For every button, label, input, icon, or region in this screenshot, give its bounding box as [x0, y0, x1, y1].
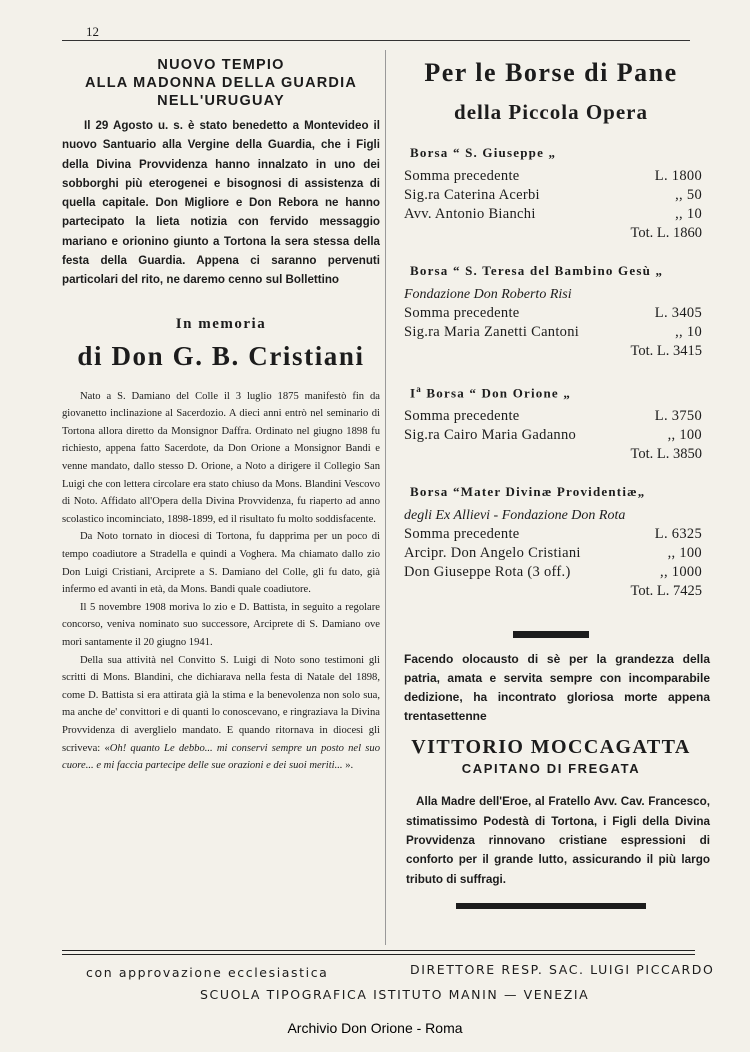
memorial-quote: Oh! quanto Le debbo... mi conservi sempre un posto nel suo cuore... e mi faccia partecipe delle sue orazioni e dei suoi meriti... — [62, 742, 380, 772]
donation-amount: L. 1800 — [654, 168, 702, 184]
memorial-paragraph-text: Della sua attività nel Convitto S. Luigi di Noto sono testimoni gli scritti di Mons. Blandini, che dichiarava nella festa di Natale del 1898, come D. Battista si era attirata già la stima e la benevolenza non solo sua, ma anche de' convittori e di quanti lo conoscevano, e ringraziava la Divina Provvidenza di averglielo mandato. E quando ritornava in diocesi gli scriveva: « — [62, 654, 380, 754]
footer-rule — [62, 950, 695, 951]
ecclesiastical-approval: con approvazione ecclesiastica — [86, 965, 329, 980]
right-column — [392, 56, 710, 909]
borsa-heading-text: Borsa “ Don Orione „ — [426, 385, 572, 401]
title-line: ALLA MADONNA DELLA GUARDIA — [84, 75, 358, 91]
title-line: NUOVO TEMPIO — [157, 57, 285, 73]
donation-amount: L. 6325 — [654, 526, 702, 543]
donation-amount: L. 3405 — [654, 305, 702, 321]
director-credit: DIRETTORE RESP. SAC. LUIGI PICCARDO — [410, 962, 715, 977]
memorial-text — [62, 388, 380, 775]
donor-name: Somma precedente — [404, 305, 520, 321]
borsa-heading: Borsa “Mater Divinæ Providentiæ„ — [410, 484, 646, 500]
printer-credit: SCUOLA TIPOGRAFICA ISTITUTO MANIN — VENEZIA — [200, 987, 590, 1002]
donation-row — [404, 407, 710, 426]
borsa-intro: Fondazione Don Roberto Risi — [404, 287, 572, 302]
borsa-ordinal-sup: a — [416, 384, 422, 394]
memorial-quote-end: ». — [342, 760, 354, 772]
archive-label: Archivio Don Orione - Roma — [287, 1020, 463, 1036]
title-line: NELL'URUGUAY — [157, 93, 285, 109]
borsa-total: Tot. L. 7425 — [630, 583, 702, 600]
top-rule — [62, 40, 690, 41]
article-body: Il 29 Agosto u. s. è stato benedetto a Montevideo il nuovo Santuario alla Vergine della Guardia, che i Figli della Divina Provvidenza hanno innalzato in uno dei sobborghi più eterogenei e bisognosi di assistenza di quella capitale. Don Migliore e Don Rebora ne hanno partecipato la lieta notizia con fervido messaggio mariano e orionino giunto a Tortona la sera stessa della festa della Guardia. Appena ci saranno pervenuti particolari del rito, ne daremo cenno sul Bollettino — [62, 119, 380, 287]
donor-name: Sig.ra Maria Zanetti Cantoni — [404, 324, 580, 340]
donation-amount: ,, 100 — [667, 427, 702, 444]
donor-name: Somma precedente — [404, 526, 520, 543]
borsa-heading: Borsa “ S. Giuseppe „ — [410, 145, 557, 160]
borse-title: Per le Borse di Pane — [424, 58, 678, 87]
borsa-section — [392, 379, 710, 464]
donation-amount: ,, 50 — [675, 187, 702, 203]
memorial-paragraph-last — [62, 652, 380, 775]
donor-name: Don Giuseppe Rota (3 off.) — [404, 564, 571, 581]
donation-amount: ,, 10 — [675, 324, 702, 340]
hero-name: VITTORIO MOCCAGATTA — [411, 736, 691, 759]
memorial-notice-intro: Facendo olocausto di sè per la grandezza della patria, amata e servita sempre con incomparabile dedizione, ha incontrato gloriosa morte appena trentasettenne — [404, 652, 710, 724]
borsa-section — [392, 482, 710, 601]
donation-row — [404, 426, 710, 445]
donation-row — [404, 186, 710, 205]
donor-name: Somma precedente — [404, 168, 520, 184]
donor-name: Somma precedente — [404, 408, 520, 425]
donation-amount: ,, 10 — [675, 206, 702, 222]
donation-row — [404, 205, 710, 224]
donation-row — [404, 563, 710, 582]
borse-subtitle: della Piccola Opera — [454, 100, 648, 124]
donation-amount: ,, 1000 — [660, 564, 702, 581]
donation-row — [404, 544, 710, 563]
borsa-intro: degli Ex Allievi - Fondazione Don Rota — [404, 508, 626, 524]
borsa-section — [392, 143, 710, 243]
borsa-total: Tot. L. 1860 — [630, 225, 702, 241]
memorial-subtitle: In memoria — [175, 315, 267, 332]
borsa-ordinal: I — [410, 385, 417, 401]
borsa-total: Tot. L. 3415 — [630, 343, 702, 359]
memorial-title: di Don G. B. Cristiani — [77, 340, 365, 371]
borsa-section — [392, 261, 710, 361]
hero-rank: CAPITANO DI FREGATA — [461, 761, 641, 777]
separator-bar — [513, 631, 589, 638]
donor-name: Arcipr. Don Angelo Cristiani — [404, 545, 581, 562]
page-number: 12 — [86, 24, 99, 39]
condolence-text: Alla Madre dell'Eroe, al Fratello Avv. Cav. Francesco, stimatissimo Podestà di Tortona, i Figli della Divina Provvidenza rinnovano cristiane espressioni di conforto per il grande lutto, assicurando il più largo tributo di suffragi. — [406, 795, 710, 886]
article-title — [62, 56, 380, 110]
borsa-heading — [410, 379, 710, 403]
borsa-heading: Borsa “ S. Teresa del Bambino Gesù „ — [410, 263, 664, 278]
left-column — [62, 56, 380, 775]
memorial-paragraph: Da Noto tornato in diocesi di Tortona, fu dapprima per un poco di tempo coadiutore a Stradella e quindi a Voghera. Ma chiamato dallo zio Don Luigi Cristiani, Arciprete a S. Damiano del Colle, gli fu dato, già infermo ed avanti in età, da Mons. Bandi quale coadiutore. — [62, 531, 380, 596]
borsa-total: Tot. L. 3850 — [630, 446, 702, 463]
donor-name: Sig.ra Caterina Acerbi — [404, 187, 540, 203]
donation-row — [404, 167, 710, 186]
donor-name: Avv. Antonio Bianchi — [404, 206, 536, 222]
memorial-paragraph: Nato a S. Damiano del Colle il 3 luglio 1875 manifestò fin da giovanetto inclinazione al Sacerdozio. A dieci anni entrò nel seminario di Tortona allora diretto da Monsignor Daffra. Ordinato nel giugno 1898 fu richiesto, appena fatto Sacerdote, da Don Orione a Monsignor Bandi e venne mandato, dallo stesso D. Orione, a Noto a dirigere il Collegio San Luigi che con lettera circolare era stato chiuso da Mons. Blandini Vescovo di Noto. Affidato all'Opera della Divina Provvidenza, fu riaperto ad anno scolastico incominciato, 1898-1899, ed il risultato fu molto soddisfacente. — [62, 390, 380, 525]
column-divider — [385, 50, 386, 945]
donation-row — [404, 525, 710, 544]
donation-row — [404, 304, 710, 323]
separator-bar-bottom — [456, 903, 646, 909]
donation-row — [404, 323, 710, 342]
donation-amount: ,, 100 — [667, 545, 702, 562]
footer-rule-thin — [62, 954, 695, 955]
donor-name: Sig.ra Cairo Maria Gadanno — [404, 427, 577, 444]
memorial-paragraph: Il 5 novembre 1908 moriva lo zio e D. Battista, in seguito a regolare concorso, veniva nominato suo successore, Arciprete di S. Damiano ove morì santamente il 20 giugno 1941. — [62, 601, 380, 648]
donation-amount: L. 3750 — [654, 408, 702, 425]
